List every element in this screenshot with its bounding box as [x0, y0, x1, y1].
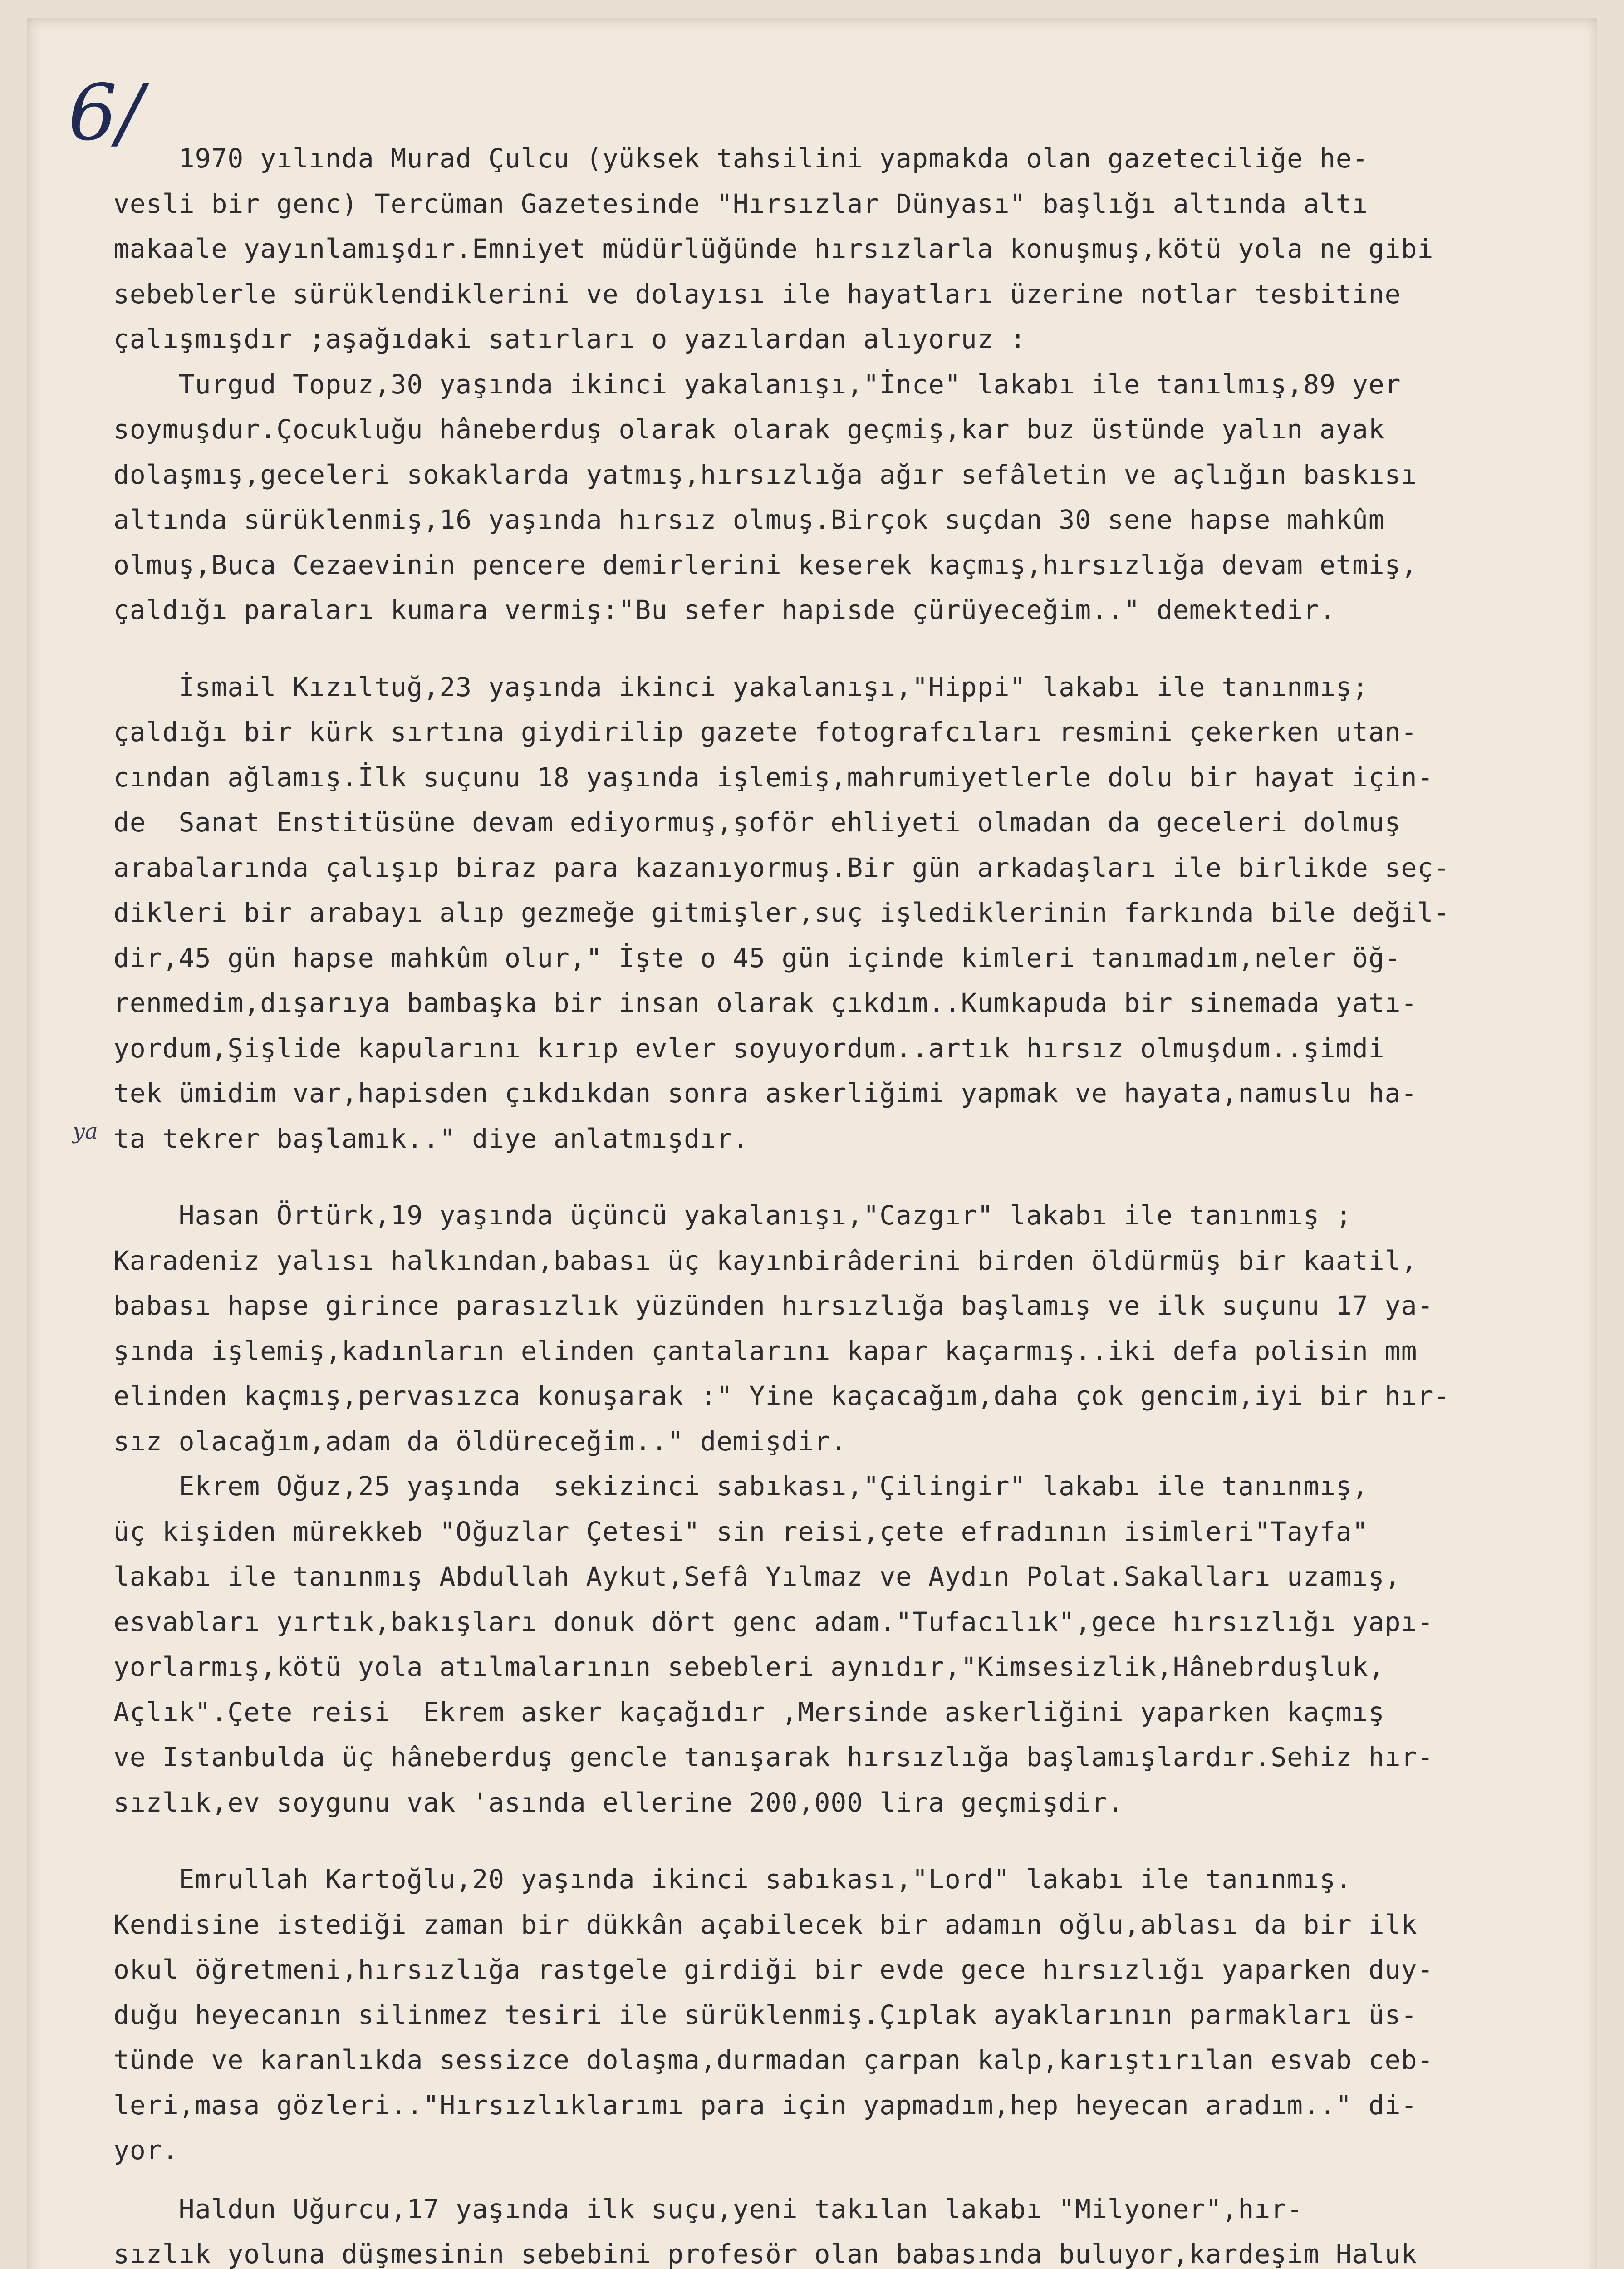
text-line: Hasan Örtürk,19 yaşında üçüncü yakalanışı,"Cazgır" lakabı ile tanınmış ; [113, 1200, 1352, 1231]
text-line: ve Istanbulda üç hâneberduş gencle tanışarak hırsızlığa başlamışlardır.Sehiz hır- [113, 1742, 1434, 1773]
text-line: renmedim,dışarıya bambaşka bir insan olarak çıkdım..Kumkapuda bir sinemada yatı- [113, 987, 1418, 1018]
paragraph-ismail [113, 665, 1597, 1162]
text-line: okul öğretmeni,hırsızlığa rastgele girdiği bir evde gece hırsızlığı yaparken duy- [113, 1954, 1434, 1985]
text-line: soymuşdur.Çocukluğu hâneberduş olarak olarak geçmiş,kar buz üstünde yalın ayak [113, 414, 1385, 445]
text-line: Turgud Topuz,30 yaşında ikinci yakalanışı,"İnce" lakabı ile tanılmış,89 yer [113, 368, 1401, 400]
text-line: Açlık".Çete reisi Ekrem asker kaçağıdır ,Mersinde askerliğini yaparken kaçmış [113, 1696, 1385, 1728]
text-line: çaldığı bir kürk sırtına giydirilip gazete fotografcıları resmini çekerken utan- [113, 717, 1418, 747]
paragraph-emrullah [113, 1857, 1597, 2173]
text-line: yor. [113, 2135, 179, 2166]
text-line: altında sürüklenmiş,16 yaşında hırsız olmuş.Birçok suçdan 30 sene hapse mahkûm [113, 504, 1385, 535]
text-line: makaale yayınlamışdır.Emniyet müdürlüğünde hırsızlarla konuşmuş,kötü yola ne gibi [113, 233, 1434, 264]
text-line: vesli bir genc) Tercüman Gazetesinde "Hırsızlar Dünyası" başlığı altında altı [113, 188, 1369, 219]
text-line: de Sanat Enstitüsüne devam ediyormuş,şoför ehliyeti olmadan da geceleri dolmuş [113, 807, 1401, 838]
text-line: leri,masa gözleri.."Hırsızlıklarımı para için yapmadım,hep heyecan aradım.." di- [113, 2089, 1418, 2121]
page-number: 6/ [68, 68, 143, 158]
text-line: üç kişiden mürekkeb "Oğuzlar Çetesi" sin reisi,çete efradının isimleri"Tayfa" [113, 1516, 1369, 1547]
text-line: cından ağlamış.İlk suçunu 18 yaşında işlemiş,mahrumiyetlerle dolu bir hayat için- [113, 761, 1434, 793]
paragraph-intro [113, 136, 1597, 362]
text-line: Haldun Uğurcu,17 yaşında ilk suçu,yeni takılan lakabı "Milyoner",hır- [113, 2193, 1304, 2225]
text-line: elinden kaçmış,pervasızca konuşarak :" Yine kaçacağım,daha çok gencim,iyi bir hır- [113, 1380, 1450, 1411]
text-line: sızlık yoluna düşmesinin sebebini profesör olan babasında buluyor,kardeşim Haluk [113, 2239, 1418, 2269]
text-line: sız olacağım,adam da öldüreceğim.." demişdir. [113, 1425, 847, 1457]
text-line: arabalarında çalışıp biraz para kazanıyormuş.Bir gün arkadaşları ile birlikde seç- [113, 852, 1450, 883]
text-line: 1970 yılında Murad Çulcu (yüksek tahsilini yapmakda olan gazeteciliğe he- [113, 143, 1369, 174]
text-line: Ekrem Oğuz,25 yaşında sekizinci sabıkası,"Çilingir" lakabı ile tanınmış, [113, 1471, 1369, 1502]
text-line: yorlarmış,kötü yola atılmalarının sebebleri aynıdır,"Kimsesizlik,Hânebrduşluk, [113, 1651, 1385, 1682]
document-body [113, 136, 1597, 2269]
text-line: babası hapse girince parasızlık yüzünden hırsızlığa başlamış ve ilk suçunu 17 ya- [113, 1290, 1434, 1321]
text-line: sızlık,ev soygunu vak 'asında ellerine 200,000 lira geçmişdir. [113, 1787, 1124, 1818]
text-line: ta tekrer başlamık.." diye anlatmışdır. [113, 1123, 749, 1154]
text-line: şında işlemiş,kadınların elinden çantalarını kapar kaçarmış..iki defa polisin mm [113, 1335, 1418, 1366]
paragraph-ekrem [113, 1464, 1597, 1825]
text-line: İsmail Kızıltuğ,23 yaşında ikinci yakalanışı,"Hippi" lakabı ile tanınmış; [113, 671, 1369, 702]
paragraph-turgud [113, 362, 1597, 633]
text-line: çalışmışdır ;aşağıdaki satırları o yazılardan alıyoruz : [113, 324, 1026, 354]
text-line: dikleri bir arabayı alıp gezmeğe gitmişler,suç işlediklerinin farkında bile değil- [113, 897, 1450, 928]
text-line: yordum,Şişlide kapularını kırıp evler soyuyordum..artık hırsız olmuşdum..şimdi [113, 1032, 1385, 1064]
paragraph-haldun [113, 2187, 1597, 2269]
text-line: Kendisine istediği zaman bir dükkân açabilecek bir adamın oğlu,ablası da bir ilk [113, 1909, 1418, 1940]
text-line: Emrullah Kartoğlu,20 yaşında ikinci sabıkası,"Lord" lakabı ile tanınmış. [113, 1864, 1352, 1895]
text-line: sebeblerle sürüklendiklerini ve dolayısı ile hayatları üzerine notlar tesbitine [113, 278, 1401, 309]
text-line: tünde ve karanlıkda sessizce dolaşma,durmadan çarpan kalp,karıştırılan esvab ceb- [113, 2044, 1434, 2075]
text-line: duğu heyecanın silinmez tesiri ile sürüklenmiş.Çıplak ayaklarının parmakları üs- [113, 1999, 1418, 2030]
text-line: dolaşmış,geceleri sokaklarda yatmış,hırsızlığa ağır sefâletin ve açlığın baskısı [113, 459, 1418, 490]
text-line: olmuş,Buca Cezaevinin pencere demirlerini keserek kaçmış,hırsızlığa devam etmiş, [113, 549, 1418, 580]
text-line: çaldığı paraları kumara vermiş:"Bu sefer hapisde çürüyeceğim.." demektedir. [113, 594, 1336, 625]
margin-note: ya [73, 1119, 98, 1144]
text-line: tek ümidim var,hapisden çıkdıkdan sonra askerliğimi yapmak ve hayata,namuslu ha- [113, 1078, 1418, 1109]
text-line: dir,45 gün hapse mahkûm olur," İşte o 45 gün içinde kimleri tanımadım,neler öğ- [113, 942, 1401, 973]
text-line: lakabı ile tanınmış Abdullah Aykut,Sefâ Yılmaz ve Aydın Polat.Sakalları uzamış, [113, 1561, 1401, 1592]
text-line: Karadeniz yalısı halkından,babası üç kayınbirâderini birden öldürmüş bir kaatil, [113, 1245, 1418, 1276]
text-line: esvabları yırtık,bakışları donuk dört genc adam."Tufacılık",gece hırsızlığı yapı- [113, 1606, 1434, 1637]
paragraph-hasan [113, 1193, 1597, 1464]
